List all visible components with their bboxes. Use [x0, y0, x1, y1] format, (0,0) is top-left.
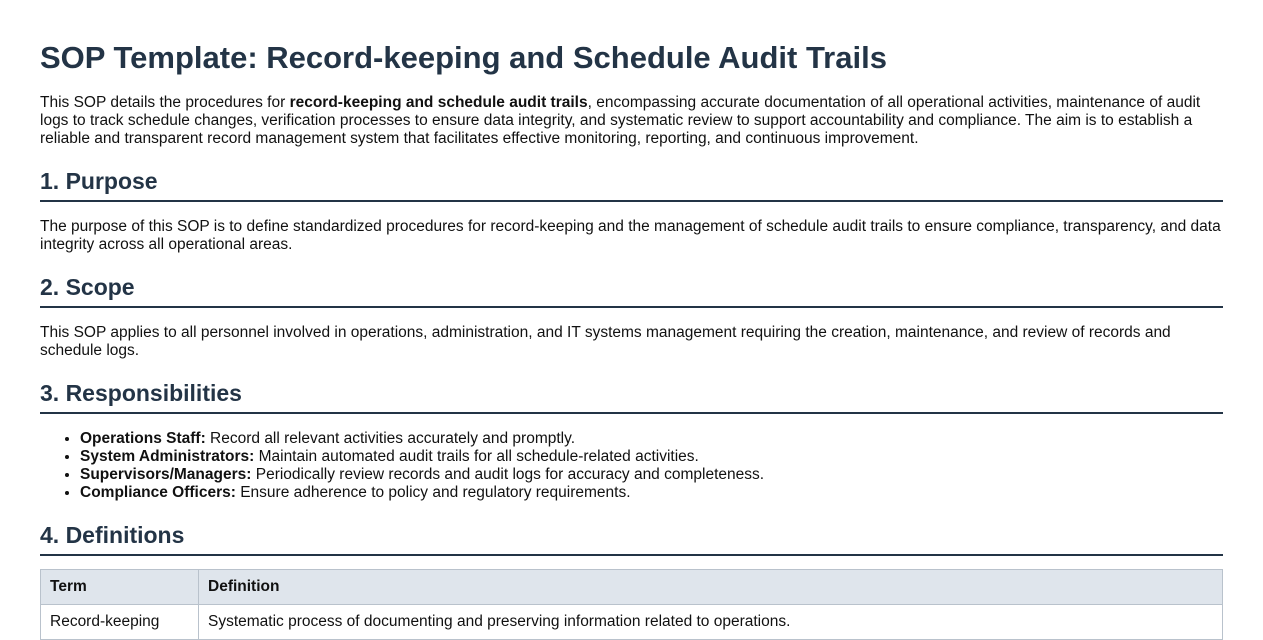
section-scope: [40, 273, 1223, 360]
scope-heading: 2. Scope: [40, 273, 1223, 308]
role-description: Maintain automated audit trails for all schedule-related activities.: [254, 448, 699, 465]
responsibilities-list: [40, 430, 1223, 502]
list-item: [80, 466, 1223, 484]
role-description: Ensure adherence to policy and regulatory requirements.: [235, 484, 631, 501]
section-purpose: [40, 167, 1223, 254]
definitions-heading: 4. Definitions: [40, 521, 1223, 556]
list-item: [80, 448, 1223, 466]
purpose-heading: 1. Purpose: [40, 167, 1223, 202]
table-row: [41, 605, 1223, 640]
role-label: Compliance Officers:: [80, 484, 236, 501]
column-header-term: Term: [41, 570, 199, 605]
page-title: SOP Template: Record-keeping and Schedule Audit Trails: [40, 40, 887, 75]
list-item: [80, 430, 1223, 448]
scope-text: This SOP applies to all personnel involved in operations, administration, and IT systems management requiring the creation, maintenance, and review of records and schedule logs.: [40, 324, 1171, 359]
role-label: System Administrators:: [80, 448, 255, 465]
intro-text-start: This SOP details the procedures for: [40, 94, 290, 111]
table-header-row: [41, 570, 1223, 605]
section-definitions: [40, 521, 1223, 640]
responsibilities-heading: 3. Responsibilities: [40, 379, 1223, 414]
intro-text-end: , encompassing accurate documentation of all operational activities, maintenance of audit logs to track schedule changes, verification processes to ensure data integrity, and systematic review to support accountability and compliance. The aim is to establish a reliable and transparent record management system that facilitates effective monitoring, reporting, and continuous improvement.: [40, 94, 1201, 147]
definitions-table: [40, 569, 1223, 640]
role-label: Supervisors/Managers:: [80, 466, 252, 483]
intro-paragraph: [40, 94, 1223, 148]
role-description: Record all relevant activities accurately and promptly.: [205, 430, 576, 447]
intro-bold-topic: record-keeping and schedule audit trails: [289, 94, 588, 111]
column-header-definition: Definition: [199, 570, 1223, 605]
role-description: Periodically review records and audit logs for accuracy and completeness.: [251, 466, 765, 483]
list-item: [80, 484, 1223, 502]
role-label: Operations Staff:: [80, 430, 206, 447]
purpose-text: The purpose of this SOP is to define standardized procedures for record-keeping and the management of schedule audit trails to ensure compliance, transparency, and data integrity across all operational areas.: [40, 218, 1221, 253]
section-responsibilities: [40, 379, 1223, 502]
term-cell: Record-keeping: [41, 605, 199, 640]
definition-cell: Systematic process of documenting and preserving information related to operations.: [199, 605, 1223, 640]
